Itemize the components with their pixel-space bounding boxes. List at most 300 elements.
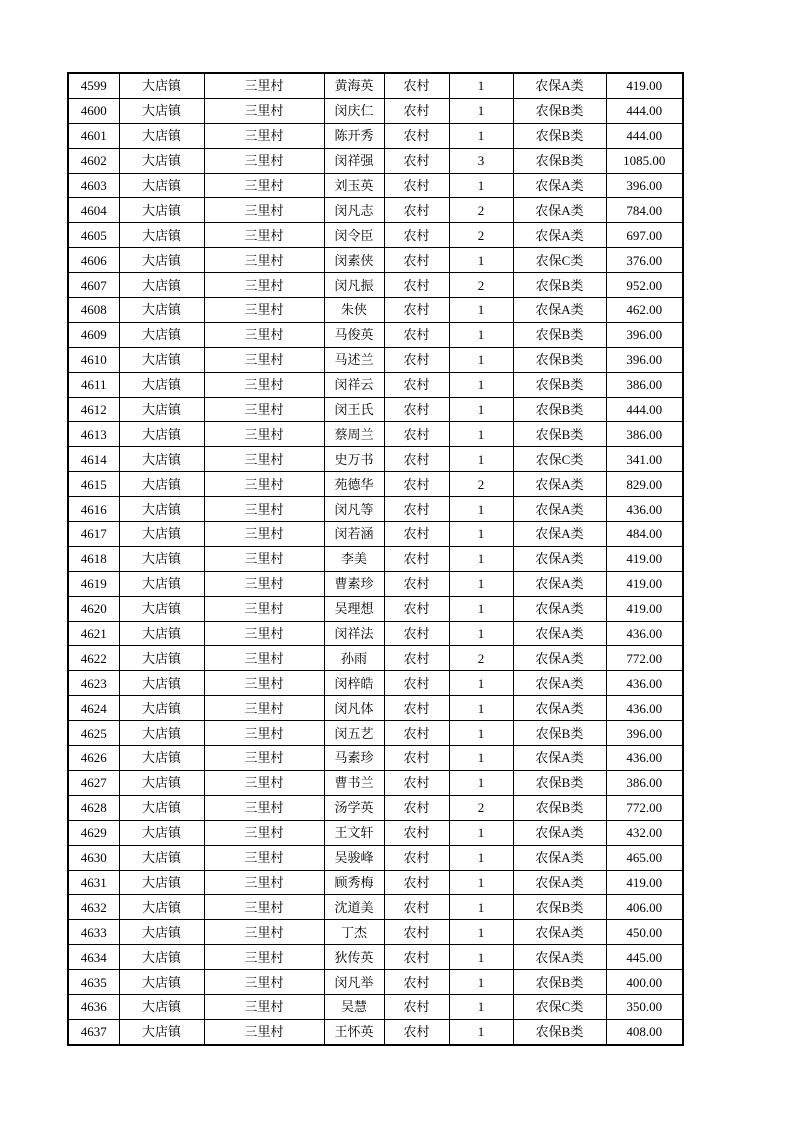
cell-insurance-category: 农保C类 bbox=[513, 447, 606, 472]
cell-insurance-category: 农保B类 bbox=[513, 322, 606, 347]
cell-record-id: 4631 bbox=[68, 870, 119, 895]
cell-insurance-category: 农保B类 bbox=[513, 123, 606, 148]
cell-amount: 400.00 bbox=[606, 970, 683, 995]
cell-insurance-category: 农保A类 bbox=[513, 571, 606, 596]
cell-village: 三里村 bbox=[204, 770, 324, 795]
cell-record-id: 4603 bbox=[68, 173, 119, 198]
cell-person-count: 1 bbox=[449, 895, 513, 920]
cell-person-count: 1 bbox=[449, 447, 513, 472]
cell-person-name: 闵凡举 bbox=[324, 970, 384, 995]
cell-town: 大店镇 bbox=[119, 870, 204, 895]
cell-insurance-category: 农保B类 bbox=[513, 895, 606, 920]
cell-residence-type: 农村 bbox=[384, 571, 449, 596]
cell-residence-type: 农村 bbox=[384, 795, 449, 820]
cell-person-count: 1 bbox=[449, 970, 513, 995]
cell-record-id: 4599 bbox=[68, 73, 119, 98]
cell-town: 大店镇 bbox=[119, 522, 204, 547]
cell-amount: 952.00 bbox=[606, 273, 683, 298]
cell-person-count: 1 bbox=[449, 322, 513, 347]
cell-person-count: 1 bbox=[449, 422, 513, 447]
cell-record-id: 4622 bbox=[68, 646, 119, 671]
cell-residence-type: 农村 bbox=[384, 546, 449, 571]
cell-person-name: 闵凡振 bbox=[324, 273, 384, 298]
cell-person-name: 闵五艺 bbox=[324, 721, 384, 746]
cell-record-id: 4636 bbox=[68, 994, 119, 1019]
cell-village: 三里村 bbox=[204, 596, 324, 621]
cell-amount: 445.00 bbox=[606, 945, 683, 970]
table-row bbox=[68, 322, 683, 347]
cell-record-id: 4614 bbox=[68, 447, 119, 472]
cell-insurance-category: 农保B类 bbox=[513, 422, 606, 447]
cell-town: 大店镇 bbox=[119, 1019, 204, 1044]
cell-village: 三里村 bbox=[204, 372, 324, 397]
cell-amount: 829.00 bbox=[606, 472, 683, 497]
cell-town: 大店镇 bbox=[119, 845, 204, 870]
cell-person-count: 1 bbox=[449, 73, 513, 98]
cell-insurance-category: 农保B类 bbox=[513, 148, 606, 173]
cell-record-id: 4624 bbox=[68, 696, 119, 721]
cell-village: 三里村 bbox=[204, 746, 324, 771]
cell-village: 三里村 bbox=[204, 347, 324, 372]
table-row bbox=[68, 646, 683, 671]
cell-person-count: 2 bbox=[449, 646, 513, 671]
cell-insurance-category: 农保A类 bbox=[513, 173, 606, 198]
cell-town: 大店镇 bbox=[119, 397, 204, 422]
cell-person-name: 史万书 bbox=[324, 447, 384, 472]
table-row bbox=[68, 497, 683, 522]
cell-record-id: 4635 bbox=[68, 970, 119, 995]
cell-person-count: 1 bbox=[449, 845, 513, 870]
cell-residence-type: 农村 bbox=[384, 148, 449, 173]
cell-insurance-category: 农保A类 bbox=[513, 945, 606, 970]
cell-village: 三里村 bbox=[204, 895, 324, 920]
cell-amount: 419.00 bbox=[606, 546, 683, 571]
cell-person-name: 闵祥云 bbox=[324, 372, 384, 397]
cell-record-id: 4630 bbox=[68, 845, 119, 870]
cell-record-id: 4626 bbox=[68, 746, 119, 771]
cell-town: 大店镇 bbox=[119, 721, 204, 746]
cell-insurance-category: 农保B类 bbox=[513, 1019, 606, 1044]
table-row bbox=[68, 223, 683, 248]
cell-town: 大店镇 bbox=[119, 671, 204, 696]
cell-insurance-category: 农保A类 bbox=[513, 223, 606, 248]
insurance-records-table bbox=[67, 72, 684, 1046]
cell-person-name: 吴慧 bbox=[324, 994, 384, 1019]
table-row bbox=[68, 795, 683, 820]
table-row bbox=[68, 671, 683, 696]
cell-person-count: 1 bbox=[449, 522, 513, 547]
table-row bbox=[68, 298, 683, 323]
cell-record-id: 4610 bbox=[68, 347, 119, 372]
cell-town: 大店镇 bbox=[119, 73, 204, 98]
cell-village: 三里村 bbox=[204, 522, 324, 547]
table-row bbox=[68, 870, 683, 895]
table-row bbox=[68, 945, 683, 970]
cell-record-id: 4633 bbox=[68, 920, 119, 945]
cell-amount: 386.00 bbox=[606, 372, 683, 397]
cell-residence-type: 农村 bbox=[384, 273, 449, 298]
table-row bbox=[68, 422, 683, 447]
cell-village: 三里村 bbox=[204, 397, 324, 422]
cell-person-count: 1 bbox=[449, 546, 513, 571]
cell-person-count: 3 bbox=[449, 148, 513, 173]
cell-record-id: 4623 bbox=[68, 671, 119, 696]
cell-town: 大店镇 bbox=[119, 148, 204, 173]
cell-residence-type: 农村 bbox=[384, 746, 449, 771]
cell-residence-type: 农村 bbox=[384, 696, 449, 721]
cell-residence-type: 农村 bbox=[384, 98, 449, 123]
cell-person-count: 2 bbox=[449, 198, 513, 223]
cell-person-count: 1 bbox=[449, 870, 513, 895]
cell-person-count: 1 bbox=[449, 372, 513, 397]
cell-residence-type: 农村 bbox=[384, 173, 449, 198]
cell-amount: 408.00 bbox=[606, 1019, 683, 1044]
cell-insurance-category: 农保B类 bbox=[513, 397, 606, 422]
cell-person-count: 1 bbox=[449, 621, 513, 646]
cell-amount: 376.00 bbox=[606, 248, 683, 273]
cell-village: 三里村 bbox=[204, 248, 324, 273]
cell-town: 大店镇 bbox=[119, 198, 204, 223]
cell-insurance-category: 农保A类 bbox=[513, 671, 606, 696]
cell-town: 大店镇 bbox=[119, 746, 204, 771]
cell-town: 大店镇 bbox=[119, 621, 204, 646]
cell-town: 大店镇 bbox=[119, 497, 204, 522]
cell-person-name: 闵凡等 bbox=[324, 497, 384, 522]
cell-village: 三里村 bbox=[204, 994, 324, 1019]
cell-village: 三里村 bbox=[204, 621, 324, 646]
cell-person-name: 曹书兰 bbox=[324, 770, 384, 795]
cell-residence-type: 农村 bbox=[384, 73, 449, 98]
cell-insurance-category: 农保A类 bbox=[513, 820, 606, 845]
table-row bbox=[68, 571, 683, 596]
cell-residence-type: 农村 bbox=[384, 447, 449, 472]
cell-town: 大店镇 bbox=[119, 920, 204, 945]
table-row bbox=[68, 273, 683, 298]
table-row bbox=[68, 920, 683, 945]
table-row bbox=[68, 148, 683, 173]
cell-record-id: 4609 bbox=[68, 322, 119, 347]
cell-person-count: 1 bbox=[449, 596, 513, 621]
cell-record-id: 4615 bbox=[68, 472, 119, 497]
cell-insurance-category: 农保A类 bbox=[513, 198, 606, 223]
cell-insurance-category: 农保C类 bbox=[513, 994, 606, 1019]
table-row bbox=[68, 472, 683, 497]
cell-record-id: 4612 bbox=[68, 397, 119, 422]
cell-person-name: 马述兰 bbox=[324, 347, 384, 372]
cell-amount: 396.00 bbox=[606, 721, 683, 746]
cell-town: 大店镇 bbox=[119, 795, 204, 820]
table-row bbox=[68, 123, 683, 148]
cell-town: 大店镇 bbox=[119, 820, 204, 845]
cell-amount: 1085.00 bbox=[606, 148, 683, 173]
cell-amount: 784.00 bbox=[606, 198, 683, 223]
cell-village: 三里村 bbox=[204, 546, 324, 571]
cell-residence-type: 农村 bbox=[384, 646, 449, 671]
cell-record-id: 4601 bbox=[68, 123, 119, 148]
cell-town: 大店镇 bbox=[119, 546, 204, 571]
cell-person-name: 苑德华 bbox=[324, 472, 384, 497]
cell-town: 大店镇 bbox=[119, 273, 204, 298]
cell-person-name: 闵令臣 bbox=[324, 223, 384, 248]
cell-person-count: 1 bbox=[449, 770, 513, 795]
cell-insurance-category: 农保A类 bbox=[513, 920, 606, 945]
cell-town: 大店镇 bbox=[119, 646, 204, 671]
table-row bbox=[68, 994, 683, 1019]
cell-insurance-category: 农保B类 bbox=[513, 795, 606, 820]
cell-residence-type: 农村 bbox=[384, 994, 449, 1019]
cell-record-id: 4628 bbox=[68, 795, 119, 820]
cell-town: 大店镇 bbox=[119, 945, 204, 970]
cell-insurance-category: 农保A类 bbox=[513, 596, 606, 621]
cell-village: 三里村 bbox=[204, 472, 324, 497]
cell-town: 大店镇 bbox=[119, 571, 204, 596]
table-body bbox=[68, 73, 683, 1045]
cell-residence-type: 农村 bbox=[384, 770, 449, 795]
cell-residence-type: 农村 bbox=[384, 347, 449, 372]
cell-town: 大店镇 bbox=[119, 248, 204, 273]
cell-village: 三里村 bbox=[204, 198, 324, 223]
cell-record-id: 4611 bbox=[68, 372, 119, 397]
cell-amount: 772.00 bbox=[606, 646, 683, 671]
cell-person-count: 1 bbox=[449, 98, 513, 123]
cell-town: 大店镇 bbox=[119, 173, 204, 198]
table-row bbox=[68, 546, 683, 571]
cell-amount: 436.00 bbox=[606, 621, 683, 646]
cell-person-count: 2 bbox=[449, 795, 513, 820]
cell-village: 三里村 bbox=[204, 696, 324, 721]
cell-town: 大店镇 bbox=[119, 696, 204, 721]
cell-amount: 436.00 bbox=[606, 696, 683, 721]
table-row bbox=[68, 970, 683, 995]
cell-residence-type: 农村 bbox=[384, 298, 449, 323]
cell-amount: 436.00 bbox=[606, 746, 683, 771]
cell-insurance-category: 农保A类 bbox=[513, 621, 606, 646]
cell-amount: 419.00 bbox=[606, 596, 683, 621]
cell-town: 大店镇 bbox=[119, 770, 204, 795]
table-row bbox=[68, 397, 683, 422]
cell-person-name: 狄传英 bbox=[324, 945, 384, 970]
table-row bbox=[68, 895, 683, 920]
cell-amount: 436.00 bbox=[606, 497, 683, 522]
cell-insurance-category: 农保A类 bbox=[513, 646, 606, 671]
cell-amount: 772.00 bbox=[606, 795, 683, 820]
cell-amount: 432.00 bbox=[606, 820, 683, 845]
cell-person-name: 闵祥法 bbox=[324, 621, 384, 646]
cell-amount: 419.00 bbox=[606, 870, 683, 895]
cell-residence-type: 农村 bbox=[384, 472, 449, 497]
cell-insurance-category: 农保A类 bbox=[513, 73, 606, 98]
cell-person-name: 闵梓皓 bbox=[324, 671, 384, 696]
cell-amount: 436.00 bbox=[606, 671, 683, 696]
cell-residence-type: 农村 bbox=[384, 621, 449, 646]
cell-person-name: 吴骏峰 bbox=[324, 845, 384, 870]
cell-town: 大店镇 bbox=[119, 472, 204, 497]
cell-record-id: 4629 bbox=[68, 820, 119, 845]
cell-town: 大店镇 bbox=[119, 98, 204, 123]
cell-town: 大店镇 bbox=[119, 596, 204, 621]
cell-town: 大店镇 bbox=[119, 322, 204, 347]
cell-person-name: 朱侠 bbox=[324, 298, 384, 323]
table-row bbox=[68, 596, 683, 621]
cell-village: 三里村 bbox=[204, 571, 324, 596]
cell-residence-type: 农村 bbox=[384, 596, 449, 621]
cell-person-name: 陈开秀 bbox=[324, 123, 384, 148]
cell-insurance-category: 农保B类 bbox=[513, 273, 606, 298]
cell-residence-type: 农村 bbox=[384, 920, 449, 945]
cell-amount: 350.00 bbox=[606, 994, 683, 1019]
cell-town: 大店镇 bbox=[119, 123, 204, 148]
cell-insurance-category: 农保B类 bbox=[513, 98, 606, 123]
cell-person-count: 2 bbox=[449, 223, 513, 248]
cell-village: 三里村 bbox=[204, 795, 324, 820]
cell-record-id: 4632 bbox=[68, 895, 119, 920]
cell-person-name: 闵庆仁 bbox=[324, 98, 384, 123]
cell-person-name: 李美 bbox=[324, 546, 384, 571]
cell-record-id: 4634 bbox=[68, 945, 119, 970]
cell-insurance-category: 农保A类 bbox=[513, 522, 606, 547]
cell-village: 三里村 bbox=[204, 845, 324, 870]
cell-person-name: 闵若涵 bbox=[324, 522, 384, 547]
cell-record-id: 4606 bbox=[68, 248, 119, 273]
cell-record-id: 4608 bbox=[68, 298, 119, 323]
cell-person-name: 蔡周兰 bbox=[324, 422, 384, 447]
cell-record-id: 4613 bbox=[68, 422, 119, 447]
table-row bbox=[68, 721, 683, 746]
cell-person-name: 闵凡志 bbox=[324, 198, 384, 223]
cell-person-count: 1 bbox=[449, 173, 513, 198]
cell-record-id: 4637 bbox=[68, 1019, 119, 1044]
cell-record-id: 4620 bbox=[68, 596, 119, 621]
cell-person-count: 1 bbox=[449, 920, 513, 945]
cell-person-count: 1 bbox=[449, 248, 513, 273]
cell-village: 三里村 bbox=[204, 298, 324, 323]
cell-person-count: 1 bbox=[449, 347, 513, 372]
cell-residence-type: 农村 bbox=[384, 123, 449, 148]
cell-amount: 396.00 bbox=[606, 322, 683, 347]
cell-person-count: 1 bbox=[449, 571, 513, 596]
cell-amount: 484.00 bbox=[606, 522, 683, 547]
cell-person-count: 1 bbox=[449, 497, 513, 522]
cell-town: 大店镇 bbox=[119, 372, 204, 397]
cell-village: 三里村 bbox=[204, 273, 324, 298]
cell-village: 三里村 bbox=[204, 422, 324, 447]
table-row bbox=[68, 696, 683, 721]
cell-person-name: 曹素珍 bbox=[324, 571, 384, 596]
cell-record-id: 4627 bbox=[68, 770, 119, 795]
cell-village: 三里村 bbox=[204, 148, 324, 173]
cell-person-name: 王文轩 bbox=[324, 820, 384, 845]
cell-person-count: 1 bbox=[449, 1019, 513, 1044]
cell-village: 三里村 bbox=[204, 820, 324, 845]
cell-village: 三里村 bbox=[204, 1019, 324, 1044]
cell-town: 大店镇 bbox=[119, 895, 204, 920]
cell-person-name: 闵素侠 bbox=[324, 248, 384, 273]
cell-residence-type: 农村 bbox=[384, 223, 449, 248]
table-row bbox=[68, 372, 683, 397]
cell-village: 三里村 bbox=[204, 447, 324, 472]
table-row bbox=[68, 447, 683, 472]
cell-amount: 386.00 bbox=[606, 422, 683, 447]
cell-village: 三里村 bbox=[204, 223, 324, 248]
cell-amount: 462.00 bbox=[606, 298, 683, 323]
cell-village: 三里村 bbox=[204, 920, 324, 945]
cell-amount: 341.00 bbox=[606, 447, 683, 472]
cell-amount: 444.00 bbox=[606, 123, 683, 148]
cell-residence-type: 农村 bbox=[384, 422, 449, 447]
cell-town: 大店镇 bbox=[119, 970, 204, 995]
table-row bbox=[68, 198, 683, 223]
cell-village: 三里村 bbox=[204, 646, 324, 671]
cell-residence-type: 农村 bbox=[384, 372, 449, 397]
cell-person-name: 刘玉英 bbox=[324, 173, 384, 198]
cell-residence-type: 农村 bbox=[384, 198, 449, 223]
cell-residence-type: 农村 bbox=[384, 970, 449, 995]
cell-amount: 444.00 bbox=[606, 98, 683, 123]
cell-person-name: 马俊英 bbox=[324, 322, 384, 347]
cell-village: 三里村 bbox=[204, 671, 324, 696]
cell-town: 大店镇 bbox=[119, 447, 204, 472]
cell-person-name: 孙雨 bbox=[324, 646, 384, 671]
cell-village: 三里村 bbox=[204, 173, 324, 198]
cell-town: 大店镇 bbox=[119, 223, 204, 248]
cell-person-name: 闵祥强 bbox=[324, 148, 384, 173]
table-row bbox=[68, 746, 683, 771]
cell-person-count: 1 bbox=[449, 820, 513, 845]
cell-record-id: 4607 bbox=[68, 273, 119, 298]
table-row bbox=[68, 770, 683, 795]
cell-residence-type: 农村 bbox=[384, 721, 449, 746]
table-row bbox=[68, 621, 683, 646]
cell-record-id: 4600 bbox=[68, 98, 119, 123]
cell-village: 三里村 bbox=[204, 870, 324, 895]
cell-residence-type: 农村 bbox=[384, 820, 449, 845]
cell-person-count: 1 bbox=[449, 746, 513, 771]
cell-amount: 386.00 bbox=[606, 770, 683, 795]
cell-insurance-category: 农保A类 bbox=[513, 746, 606, 771]
cell-insurance-category: 农保C类 bbox=[513, 248, 606, 273]
cell-person-count: 1 bbox=[449, 994, 513, 1019]
table-row bbox=[68, 173, 683, 198]
cell-person-count: 1 bbox=[449, 298, 513, 323]
cell-residence-type: 农村 bbox=[384, 322, 449, 347]
cell-amount: 406.00 bbox=[606, 895, 683, 920]
cell-record-id: 4619 bbox=[68, 571, 119, 596]
cell-person-count: 1 bbox=[449, 397, 513, 422]
cell-amount: 697.00 bbox=[606, 223, 683, 248]
cell-residence-type: 农村 bbox=[384, 522, 449, 547]
cell-person-name: 顾秀梅 bbox=[324, 870, 384, 895]
cell-record-id: 4621 bbox=[68, 621, 119, 646]
cell-person-count: 1 bbox=[449, 696, 513, 721]
cell-person-count: 1 bbox=[449, 123, 513, 148]
cell-village: 三里村 bbox=[204, 970, 324, 995]
cell-village: 三里村 bbox=[204, 721, 324, 746]
cell-record-id: 4625 bbox=[68, 721, 119, 746]
cell-residence-type: 农村 bbox=[384, 845, 449, 870]
cell-insurance-category: 农保A类 bbox=[513, 497, 606, 522]
cell-insurance-category: 农保B类 bbox=[513, 347, 606, 372]
cell-residence-type: 农村 bbox=[384, 671, 449, 696]
cell-person-count: 1 bbox=[449, 671, 513, 696]
cell-amount: 396.00 bbox=[606, 173, 683, 198]
cell-person-name: 马素珍 bbox=[324, 746, 384, 771]
cell-village: 三里村 bbox=[204, 73, 324, 98]
cell-person-name: 闵凡体 bbox=[324, 696, 384, 721]
cell-amount: 450.00 bbox=[606, 920, 683, 945]
cell-record-id: 4616 bbox=[68, 497, 119, 522]
cell-person-count: 1 bbox=[449, 721, 513, 746]
cell-amount: 444.00 bbox=[606, 397, 683, 422]
